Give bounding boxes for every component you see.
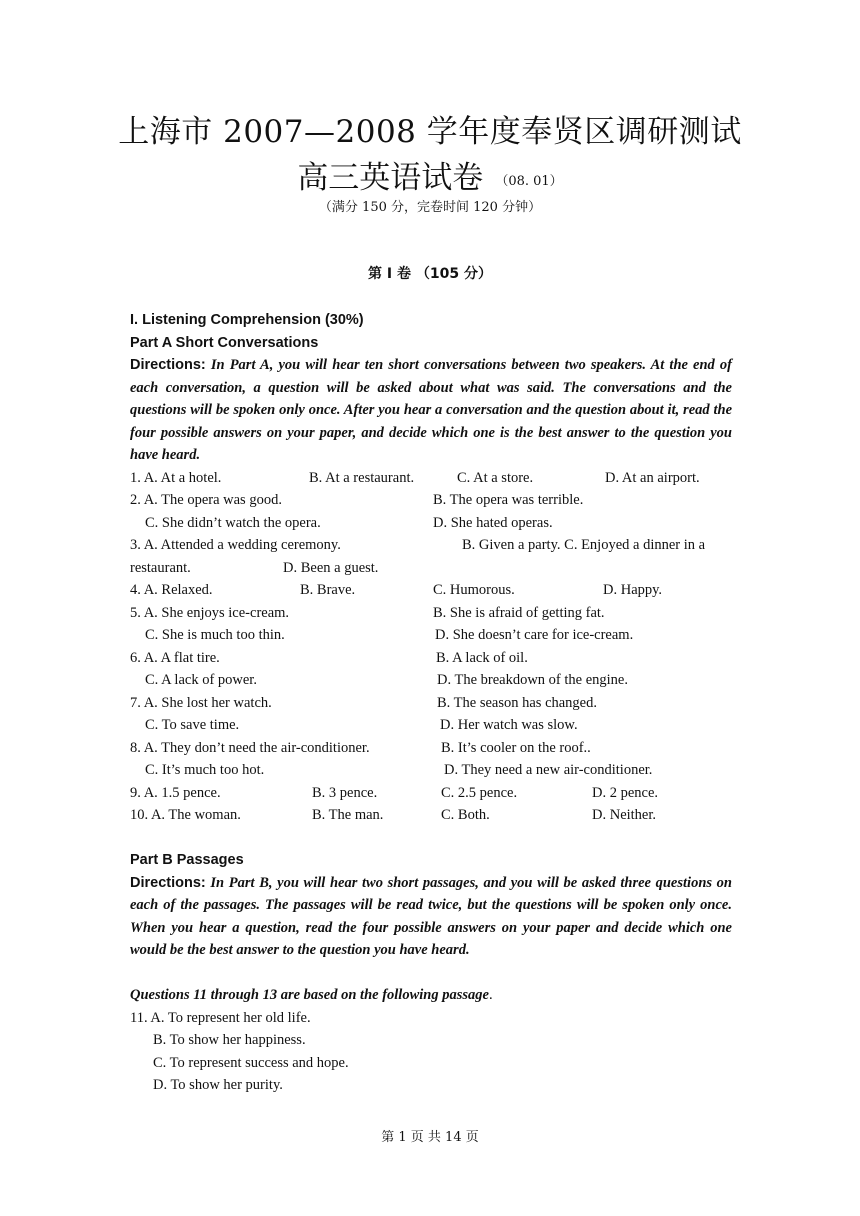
- option: D. Her watch was slow.: [440, 717, 578, 733]
- option: D. Happy.: [603, 582, 663, 598]
- question-2: [130, 489, 732, 512]
- option: 3. A. Attended a wedding ceremony.: [130, 537, 341, 553]
- option: B. Brave.: [300, 582, 356, 598]
- option: B. At a restaurant.: [309, 469, 415, 486]
- question-3-cont: [130, 557, 732, 580]
- exam-content: [130, 309, 732, 1097]
- option: C. Humorous.: [433, 582, 515, 598]
- part-b-directions: [130, 872, 732, 962]
- option: C. To represent success and hope.: [153, 1054, 349, 1071]
- question-5-cont: [130, 624, 732, 647]
- exam-title-text: 高三英语试卷: [297, 160, 484, 196]
- part-a-title: Part A Short Conversations: [130, 334, 319, 351]
- option: C. Both.: [441, 807, 490, 823]
- part-b-title: Part B Passages: [130, 852, 244, 868]
- option: D. Neither.: [592, 807, 657, 823]
- option: D. To show her purity.: [153, 1077, 283, 1093]
- volume-heading: 第 I 卷 （105 分）: [368, 266, 492, 282]
- option: 7. A. She lost her watch.: [130, 694, 272, 711]
- option: 5. A. She enjoys ice-cream.: [130, 604, 290, 621]
- question-6: [130, 647, 732, 670]
- option: restaurant.: [130, 559, 191, 576]
- option: D. They need a new air-conditioner.: [444, 762, 653, 778]
- option: D. The breakdown of the engine.: [437, 672, 628, 688]
- question-3: [130, 534, 732, 557]
- option: 11. A. To represent her old life.: [130, 1009, 311, 1026]
- option: 10. A. The woman.: [130, 807, 241, 823]
- option: C. 2.5 pence.: [441, 784, 518, 801]
- option: C. To save time.: [145, 717, 240, 733]
- directions-text: In Part B, you will hear two short passages, and you will be asked three questions on each of the passages. The passages will be read twice, but the questions will be spoken only once. When you hear a question, read the four possible answers on your paper and decide which one would be the best answer to the question you have heard.: [130, 874, 732, 958]
- option: C. At a store.: [457, 469, 534, 486]
- option: D. She doesn’t care for ice-cream.: [435, 627, 634, 643]
- option: B. Given a party. C. Enjoyed a dinner in a: [462, 537, 706, 553]
- section-title: I. Listening Comprehension (30%): [130, 312, 364, 328]
- option: B. She is afraid of getting fat.: [433, 604, 605, 621]
- question-11: [130, 1007, 732, 1030]
- option: C. It’s much too hot.: [145, 762, 265, 778]
- option: B. The season has changed.: [437, 694, 597, 711]
- question-8: [130, 737, 732, 760]
- question-11-d: [130, 1074, 732, 1097]
- question-5: [130, 602, 732, 625]
- question-1: [130, 467, 732, 490]
- option: C. She is much too thin.: [145, 627, 285, 643]
- option: B. To show her happiness.: [153, 1032, 306, 1048]
- option: C. A lack of power.: [145, 672, 257, 688]
- part-a-directions: [130, 354, 732, 467]
- page-footer: 第 1 页 共 14 页: [381, 1130, 479, 1145]
- question-6-cont: [130, 669, 732, 692]
- option: 8. A. They don’t need the air-conditioner.: [130, 739, 370, 756]
- question-10: [130, 804, 732, 827]
- question-7: [130, 692, 732, 715]
- option: B. The opera was terrible.: [433, 492, 584, 508]
- exam-title-line1: 上海市 2007—2008 学年度奉贤区调研测试: [118, 114, 742, 150]
- exam-date: （08. 01）: [495, 174, 563, 189]
- option: D. At an airport.: [605, 469, 700, 486]
- option: C. She didn’t watch the opera.: [145, 514, 321, 531]
- exam-title-line2: [0, 152, 860, 197]
- passage-note: [130, 984, 732, 1007]
- question-11-b: [130, 1029, 732, 1052]
- passage-note-text: Questions 11 through 13 are based on the following passage: [130, 987, 489, 1003]
- option: 4. A. Relaxed.: [130, 582, 213, 598]
- passage-note-dot: .: [488, 987, 493, 1003]
- question-11-c: [130, 1052, 732, 1075]
- option: B. A lack of oil.: [436, 649, 528, 666]
- option: D. She hated operas.: [433, 514, 553, 531]
- option: 6. A. A flat tire.: [130, 649, 220, 666]
- directions-text: In Part A, you will hear ten short conversations between two speakers. At the end of each conversation, a question will be asked about what was said. The conversations and the questions will be spoken only once. After you hear a conversation and the question about it, read the four possible answers on your paper, and decide which one is the best answer to the question you have heard.: [130, 357, 732, 463]
- option: B. The man.: [312, 807, 384, 823]
- question-2-cont: [130, 512, 732, 535]
- question-8-cont: [130, 759, 732, 782]
- option: B. 3 pence.: [312, 784, 378, 801]
- directions-label: Directions:: [130, 874, 206, 891]
- option: B. It’s cooler on the roof..: [441, 739, 591, 756]
- question-4: [130, 579, 732, 602]
- option: D. 2 pence.: [592, 784, 659, 801]
- exam-subtitle: （满分 150 分，完卷时间 120 分钟）: [318, 200, 542, 215]
- question-7-cont: [130, 714, 732, 737]
- directions-label: Directions:: [130, 357, 206, 373]
- option: D. Been a guest.: [283, 559, 379, 576]
- option: 1. A. At a hotel.: [130, 469, 222, 486]
- question-9: [130, 782, 732, 805]
- option: 9. A. 1.5 pence.: [130, 784, 221, 801]
- option: 2. A. The opera was good.: [130, 492, 282, 508]
